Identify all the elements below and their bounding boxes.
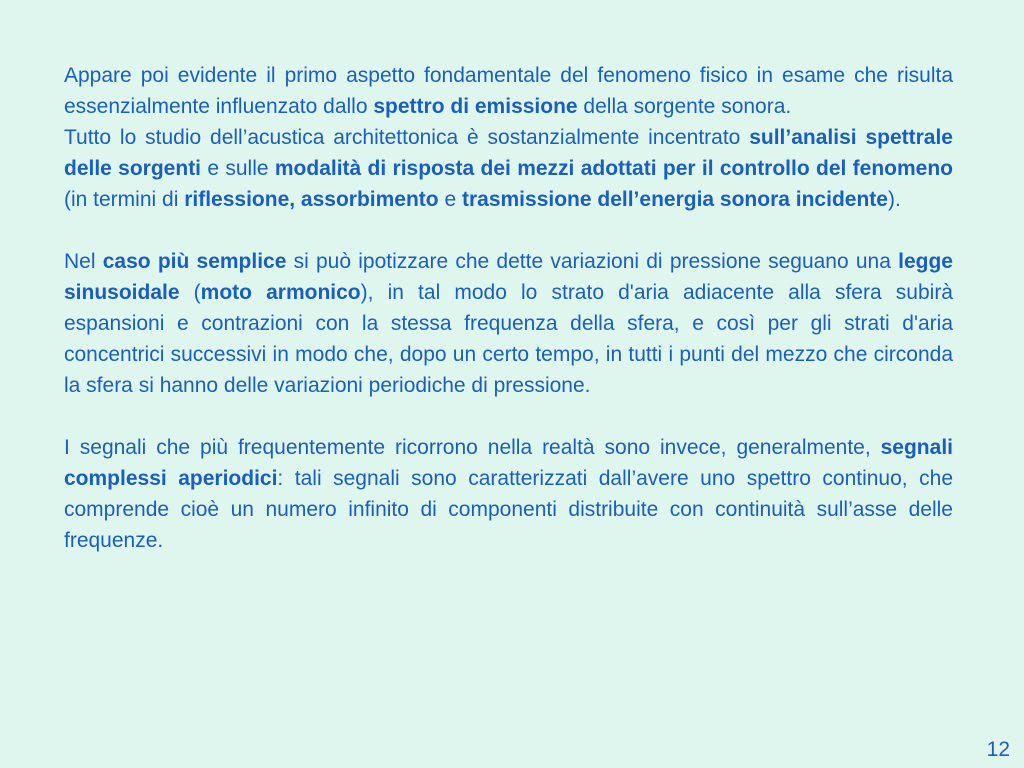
text-run: della sorgente sonora.: [577, 95, 792, 118]
paragraph-spacer: [64, 401, 953, 432]
text-run: si può ipotizzare che dette variazioni di pressione seguano una: [286, 250, 899, 273]
bold-term: sull’analisi spettrale delle sorgenti: [64, 126, 953, 180]
text-run: Nel: [64, 250, 103, 273]
bold-term: spettro di emissione: [373, 95, 578, 118]
text-run: (in termini di: [64, 188, 185, 211]
text-run: Appare poi evidente il primo aspetto fondamentale del fenomeno fisico in esame che risulta essenzialmente influenzato dallo: [64, 64, 953, 118]
text-run: : tali segnali sono caratterizzati dall’avere uno spettro continuo, che comprende cioè un numero infinito di componenti distribuite con continuità sull’asse delle frequenze.: [64, 467, 953, 552]
text-run: e: [438, 188, 462, 211]
paragraph-spacer: [64, 215, 953, 246]
text-run: Tutto lo studio dell’acustica architettonica è sostanzialmente incentrato: [64, 126, 750, 149]
bold-term: caso più semplice: [102, 250, 287, 273]
paragraph-spettro-emissione: [64, 60, 953, 122]
text-run: ), in tal modo lo strato d'aria adiacente alla sfera subirà espansioni e contrazioni con la stessa frequenza della sfera, e così per gli strati d'aria concentrici successivi in modo che, dopo un certo tempo, in tutti i punti del mezzo che circonda la sfera si hanno delle variazioni periodiche di pressione.: [64, 281, 953, 397]
paragraph-acustica-architettonica: [64, 122, 953, 215]
bold-term: trasmissione dell’energia sonora incidente: [461, 188, 888, 211]
paragraph-segnali-aperiodici: [64, 432, 953, 556]
text-run: ).: [887, 188, 901, 211]
bold-term: modalità di risposta dei mezzi adottati per il controllo del fenomeno: [274, 157, 954, 180]
bold-term: segnali complessi aperiodici: [64, 436, 953, 490]
text-run: I segnali che più frequentemente ricorrono nella realtà sono invece, generalmente,: [64, 436, 881, 459]
text-run: (: [179, 281, 201, 304]
bold-term: riflessione, assorbimento: [184, 188, 439, 211]
paragraph-caso-semplice: [64, 246, 953, 401]
bold-term: moto armonico: [200, 281, 361, 304]
text-run: e sulle: [201, 157, 275, 180]
bold-term: legge sinusoidale: [64, 250, 953, 304]
slide-body: [64, 60, 953, 556]
page-number: 12: [986, 738, 1010, 761]
